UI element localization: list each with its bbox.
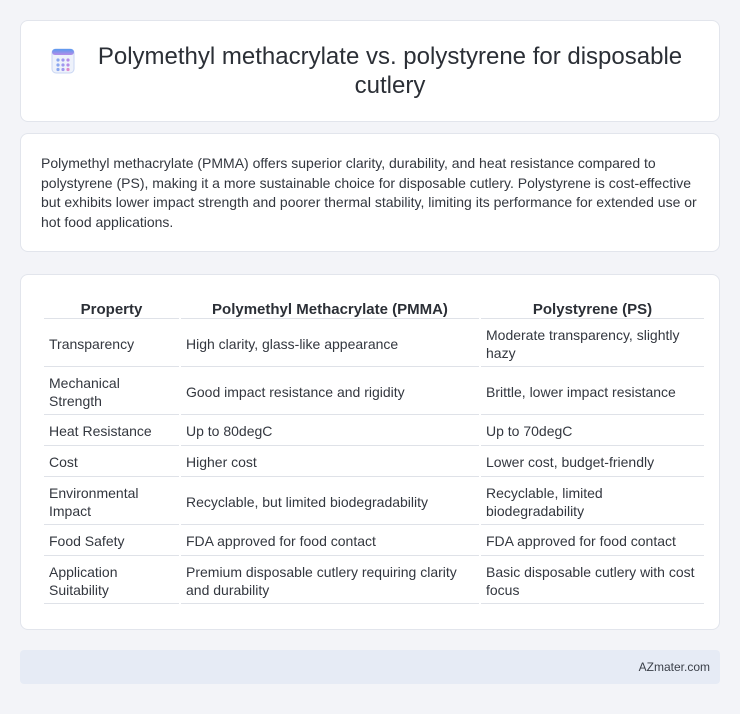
property-cell: Transparency — [44, 321, 179, 367]
footer-brand-link[interactable]: AZmater.com — [638, 660, 710, 674]
pmma-cell: Higher cost — [181, 448, 479, 477]
table-row — [44, 558, 704, 604]
comparison-table — [42, 295, 706, 606]
table-row — [44, 321, 704, 367]
pmma-cell: Premium disposable cutlery requiring clarity and durability — [181, 558, 479, 604]
column-header-ps: Polystyrene (PS) — [481, 297, 704, 319]
title-wrap — [50, 42, 690, 100]
table-header-row — [44, 297, 704, 319]
calculator-icon — [50, 48, 76, 74]
table-row — [44, 479, 704, 525]
summary-card — [20, 133, 720, 252]
table-row — [44, 527, 704, 556]
property-cell: Food Safety — [44, 527, 179, 556]
property-cell: Heat Resistance — [44, 417, 179, 446]
property-cell: Mechanical Strength — [44, 369, 179, 415]
pmma-cell: Recyclable, but limited biodegradability — [181, 479, 479, 525]
ps-cell: Lower cost, budget-friendly — [481, 448, 704, 477]
property-cell: Cost — [44, 448, 179, 477]
pmma-cell: High clarity, glass-like appearance — [181, 321, 479, 367]
property-cell: Environmental Impact — [44, 479, 179, 525]
pmma-cell: Good impact resistance and rigidity — [181, 369, 479, 415]
table-row — [44, 417, 704, 446]
ps-cell: Brittle, lower impact resistance — [481, 369, 704, 415]
ps-cell: Recyclable, limited biodegradability — [481, 479, 704, 525]
ps-cell: Up to 70degC — [481, 417, 704, 446]
pmma-cell: FDA approved for food contact — [181, 527, 479, 556]
summary-text: Polymethyl methacrylate (PMMA) offers superior clarity, durability, and heat resistance compared to polystyrene (PS), making it a more sustainable choice for disposable cutlery. Polystyrene is cost-effective but exhibits lower impact strength and poorer thermal stability, limiting its performance for extended use or hot food applications. — [41, 155, 697, 230]
ps-cell: Moderate transparency, slightly hazy — [481, 321, 704, 367]
comparison-card — [20, 274, 720, 630]
table-row — [44, 369, 704, 415]
column-header-pmma: Polymethyl Methacrylate (PMMA) — [181, 297, 479, 319]
pmma-cell: Up to 80degC — [181, 417, 479, 446]
table-row — [44, 448, 704, 477]
ps-cell: FDA approved for food contact — [481, 527, 704, 556]
property-cell: Application Suitability — [44, 558, 179, 604]
column-header-property: Property — [44, 297, 179, 319]
title-card — [20, 20, 720, 122]
page-title: Polymethyl methacrylate vs. polystyrene for disposable cutlery — [97, 43, 683, 99]
ps-cell: Basic disposable cutlery with cost focus — [481, 558, 704, 604]
footer-bar — [20, 650, 720, 684]
